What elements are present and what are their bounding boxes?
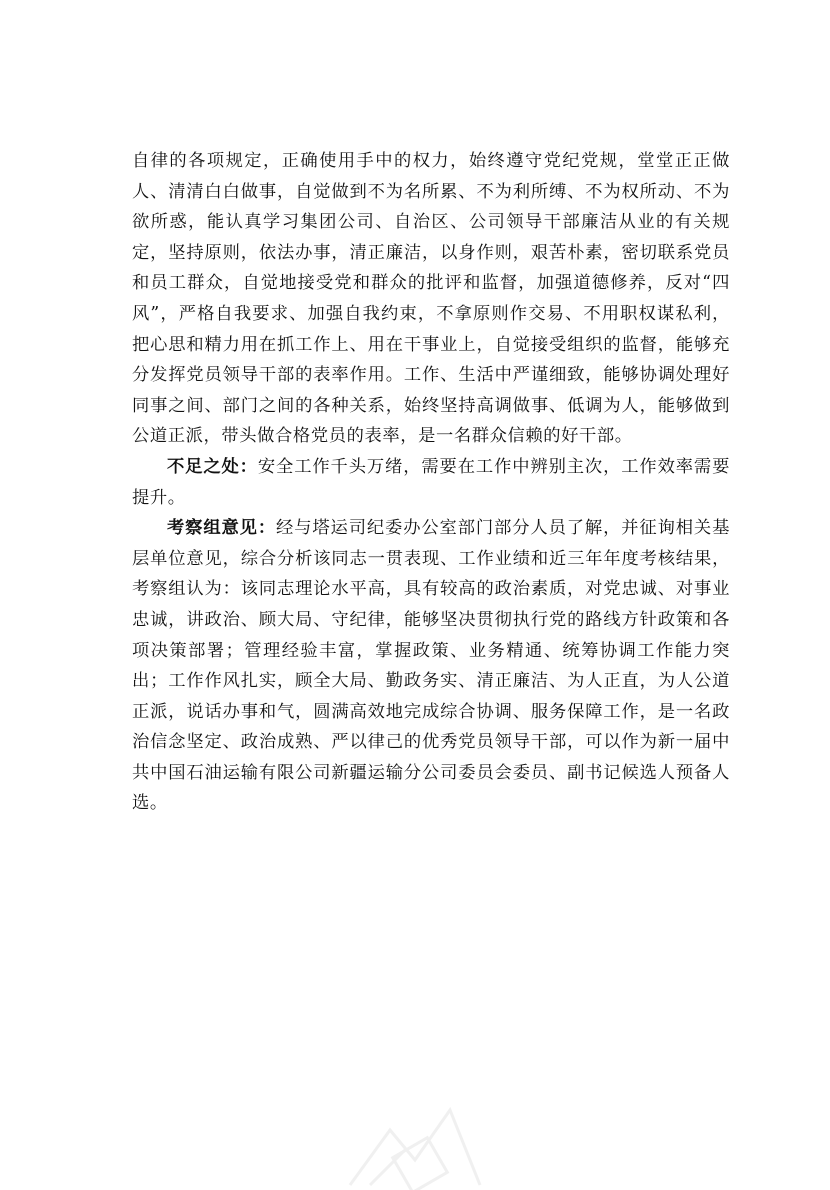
- document-body: [132, 146, 730, 819]
- shortcomings-text: 安全工作千头万绪，需要在工作中辨别主次，工作效率需要提升。: [132, 456, 730, 508]
- paragraph-opinion: [132, 513, 730, 819]
- paragraph-shortcomings: [132, 452, 730, 513]
- paragraph-conduct: 自律的各项规定，正确使用手中的权力，始终遵守党纪党规，堂堂正正做人、清清白白做事，自觉做到不为名所累、不为利所缚、不为权所动、不为欲所惑，能认真学习集团公司、自治区、公司领导干部廉洁从业的有关规定，坚持原则，依法办事，清正廉洁，以身作则，艰苦朴素，密切联系党员和员工群众，自觉地接受党和群众的批评和监督，加强道德修养，反对“四风”，严格自我要求、加强自我约束，不拿原则作交易、不用职权谋私利，把心思和精力用在抓工作上、用在干事业上，自觉接受组织的监督，能够充分发挥党员领导干部的表率作用。工作、生活中严谨细致，能够协调处理好同事之间、部门之间的各种关系，始终坚持高调做事、低调为人，能够做到公道正派，带头做合格党员的表率，是一名群众信赖的好干部。: [132, 151, 730, 447]
- opinion-label: 考察组意见：: [167, 518, 277, 539]
- shortcomings-label: 不足之处：: [167, 456, 258, 477]
- opinion-text: 经与塔运司纪委办公室部门部分人员了解，并征询相关基层单位意见，综合分析该同志一贯表现、工作业绩和近三年年度考核结果，考察组认为：该同志理论水平高，具有较高的政治素质，对党忠诚、对事业忠诚，讲政治、顾大局、守纪律，能够坚决贯彻执行党的路线方针政策和各项决策部署；管理经验丰富，掌握政策、业务精通、统筹协调工作能力突出；工作作风扎实，顾全大局、勤政务实、清正廉洁、为人正直，为人公道正派，说话办事和气，圆满高效地完成综合协调、服务保障工作，是一名政治信念坚定、政治成熟、严以律己的优秀党员领导干部，可以作为新一届中共中国石油运输有限公司新疆运输分公司委员会委员、副书记候选人预备人选。: [132, 518, 730, 814]
- watermark-stamp-icon: [330, 1090, 500, 1190]
